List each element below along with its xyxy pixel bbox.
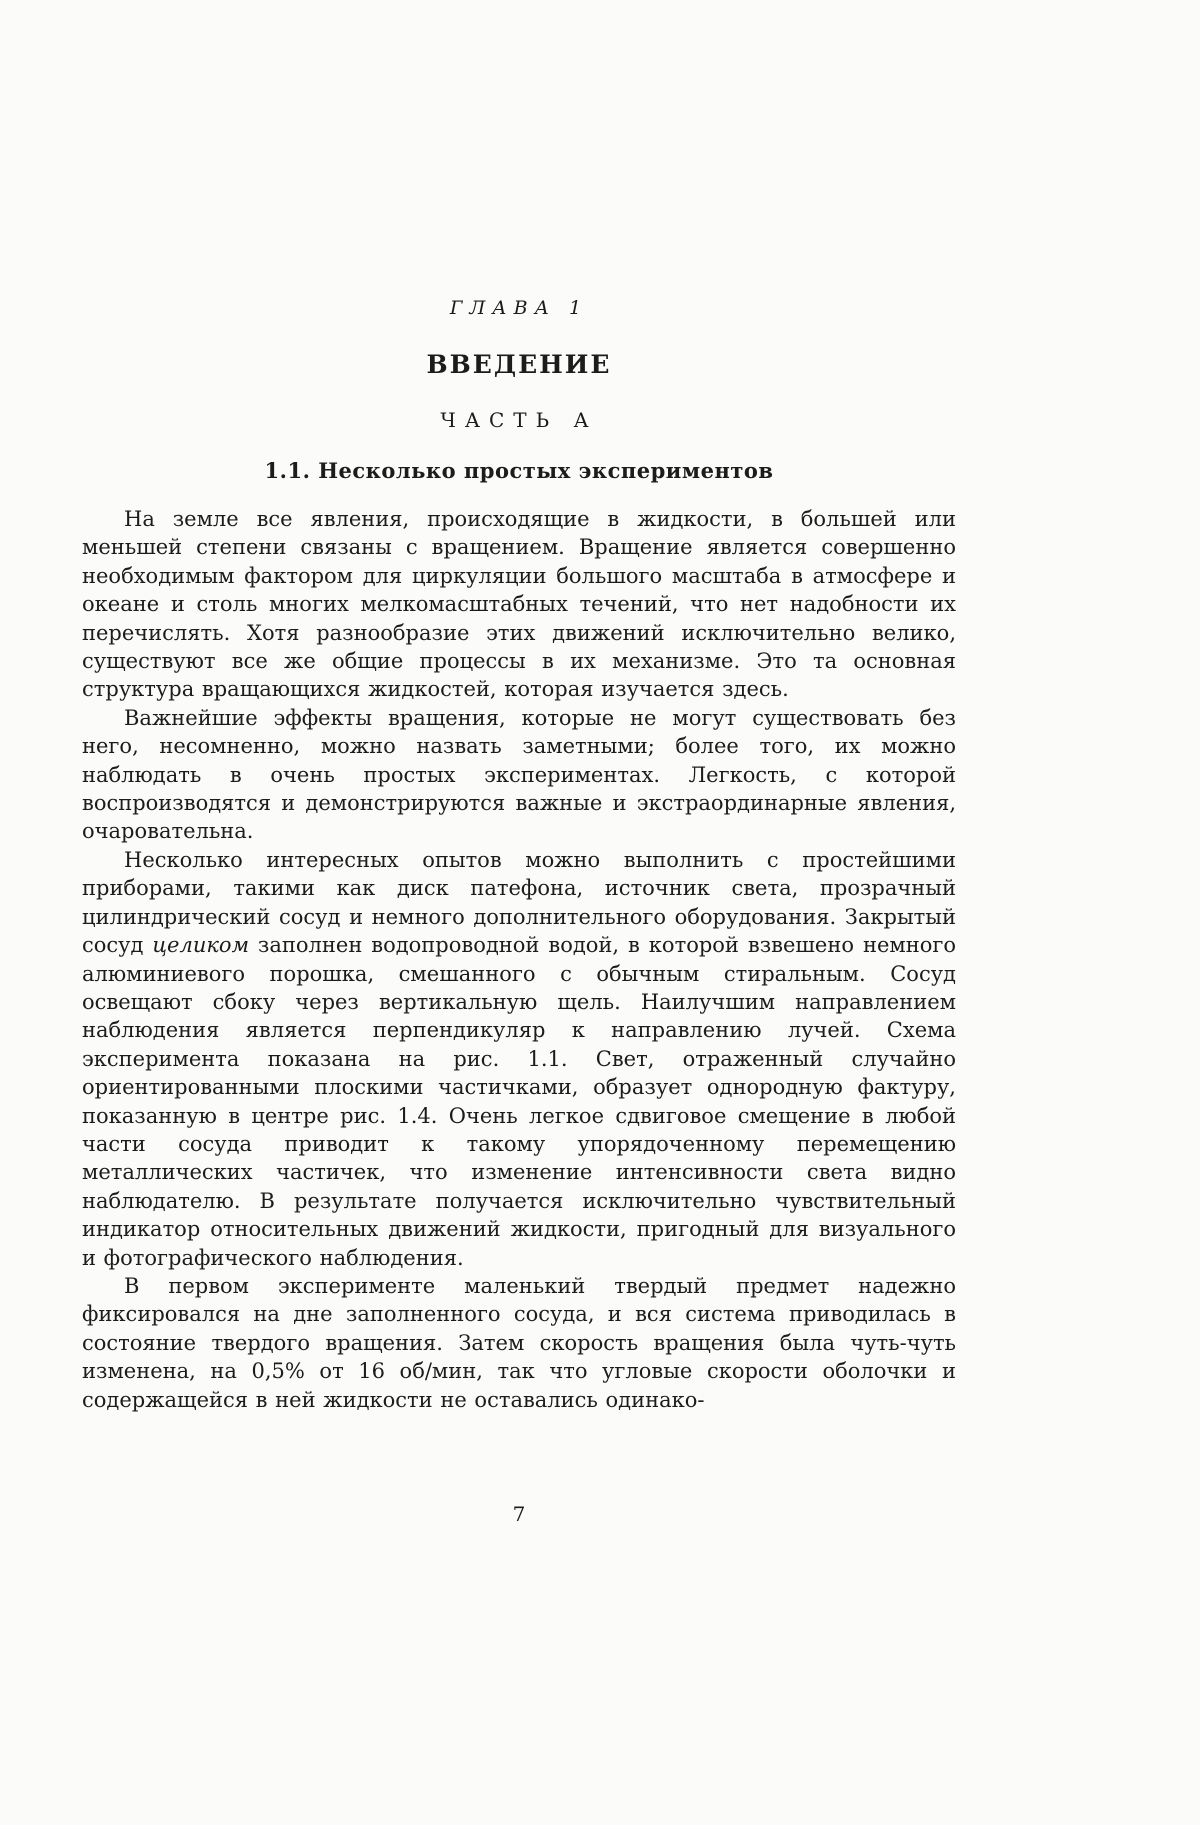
paragraph-text: В первом эксперименте маленький твердый предмет надежно фиксировался на дне заполненного сосуда, и вся система приводилась в состояние твердого вращения. Затем скорость вращения была чуть-чуть изменена, на 0,5% от 16 об/мин, так что угловые скорости оболочки и содержащейся в ней жидкости не оставались одинако-	[82, 1273, 956, 1412]
paragraph-text: На земле все явления, происходящие в жидкости, в большей или меньшей степени связаны с вращением. Вращение является совершенно необходимым фактором для циркуляции большого масштаба в атмосфере и океане и столь многих мелкомасштабных течений, что нет надобности их перечислять. Хотя разнообразие этих движений исключительно велико, существуют все же общие процессы в их механизме. Это та основная структура вращающихся жидкостей, которая изучается здесь.	[82, 507, 956, 702]
text-block	[82, 296, 956, 1414]
page-title: ВВЕДЕНИЕ	[426, 350, 612, 379]
body-text	[82, 505, 956, 1414]
emphasis-word: целиком	[152, 933, 249, 958]
part-label: ЧАСТЬ А	[440, 408, 598, 432]
paragraph	[82, 505, 956, 704]
paragraph	[82, 1272, 956, 1414]
paragraph-text: Важнейшие эффекты вращения, которые не могут существовать без него, несомненно, можно назвать заметными; более того, их можно наблюдать в очень простых экспериментах. Легкость, с которой воспроизводятся и демонстрируются важные и экстраординарные явления, очаровательна.	[82, 705, 956, 844]
chapter-label: ГЛАВА 1	[449, 297, 589, 319]
paragraph-text: Несколько интересных опытов можно выполнить с простейшими приборами, такими как диск патефона, источник света, прозрачный цилиндрический сосуд и немного дополнительного оборудования. Закрытый сосуд	[82, 847, 956, 958]
section-heading: 1.1. Несколько простых экспериментов	[264, 458, 774, 483]
paragraph-text: заполнен водопроводной водой, в которой взвешено немного алюминиевого порошка, смешанного с обычным стиральным. Сосуд освещают сбоку через вертикальную щель. Наилучшим направлением наблюдения является перпендикуляр к направлению лучей. Схема эксперимента показана на рис. 1.1. Свет, отраженный случайно ориентированными плоскими частичками, образует однородную фактуру, показанную в центре рис. 1.4. Очень легкое сдвиговое смещение в любой части сосуда приводит к такому упорядоченному перемещению металлических частичек, что изменение интенсивности света видно наблюдателю. В результате получается исключительно чувствительный индикатор относительных движений жидкости, пригодный для визуального и фотографического наблюдения.	[82, 933, 956, 1270]
paragraph	[82, 704, 956, 846]
page-number: 7	[512, 1502, 526, 1526]
paragraph	[82, 846, 956, 1272]
